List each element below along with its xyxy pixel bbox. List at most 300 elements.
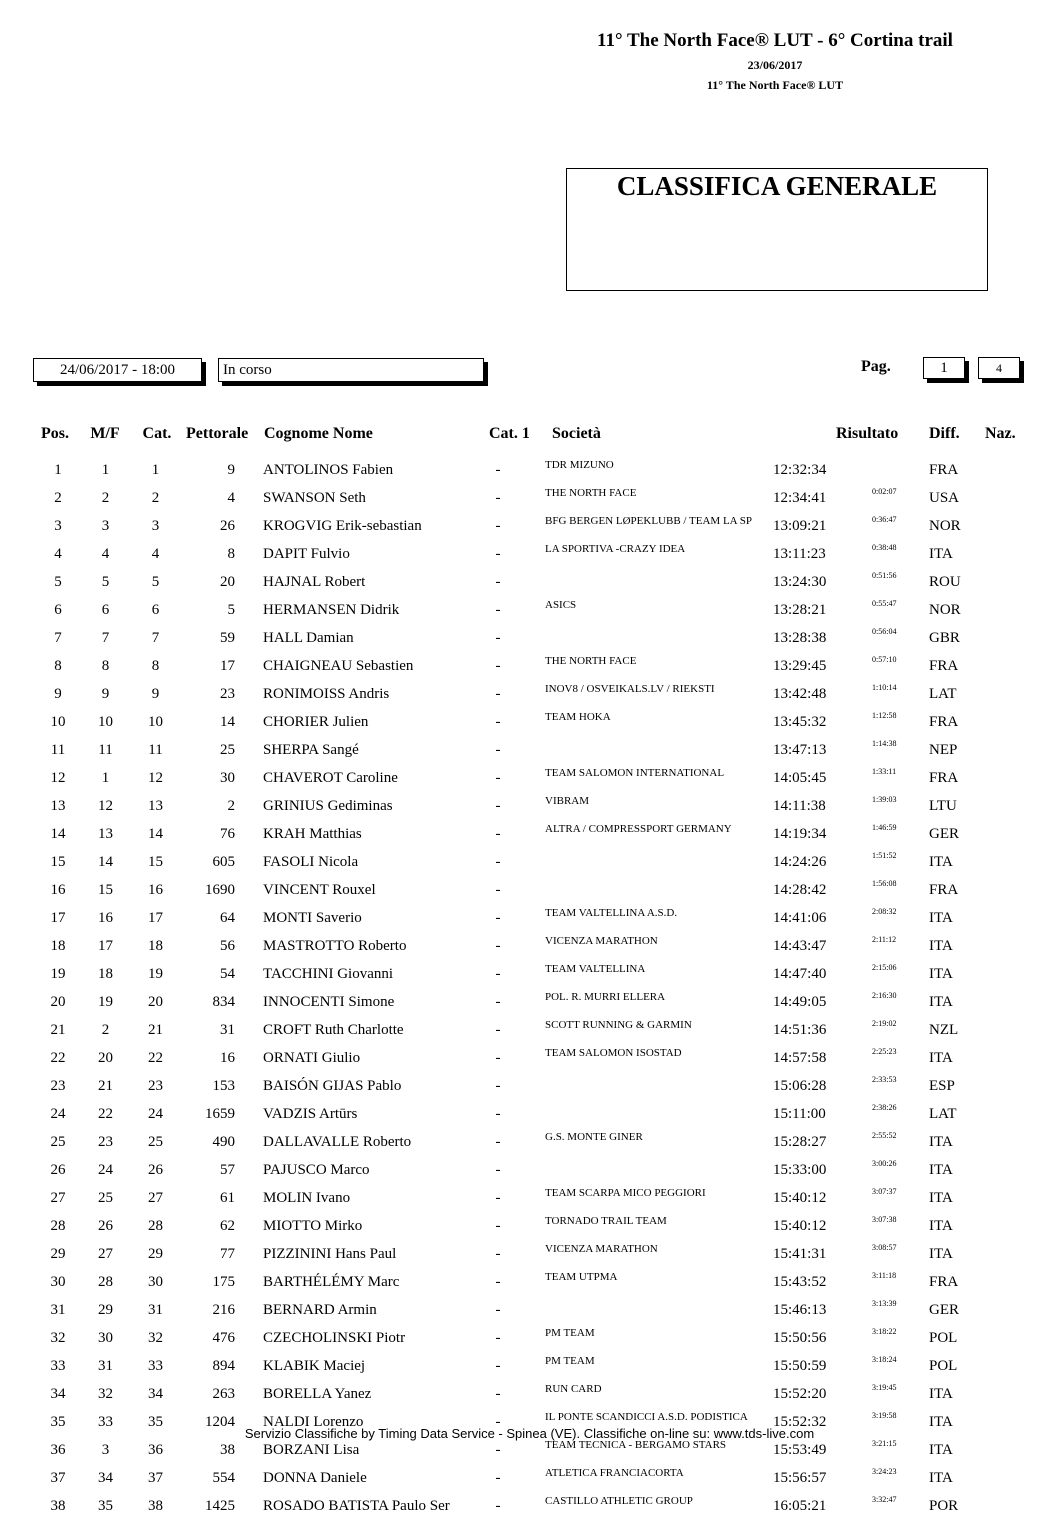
row-bib: 56 [220,937,235,954]
table-row [33,1156,1023,1184]
row-cat1: - [495,993,501,1010]
row-nat: FRA [929,1273,959,1290]
row-result: 14:51:36 [773,1021,827,1038]
row-result: 15:46:13 [773,1301,827,1318]
row-cat: 19 [148,965,163,982]
row-bib: 57 [220,1161,235,1178]
row-cat1: - [495,545,501,562]
row-diff: 1:39:03 [872,795,897,804]
header-diff: Diff. [929,425,960,442]
row-diff: 2:11:12 [872,935,897,944]
row-diff: 3:07:37 [872,1187,897,1196]
row-name: CROFT Ruth Charlotte [263,1021,404,1038]
row-nat: GBR [929,629,960,646]
row-cat: 22 [148,1049,163,1066]
row-result: 15:11:00 [773,1105,826,1122]
table-row [33,596,1023,624]
row-nat: ITA [929,965,953,982]
row-mf: 35 [98,1497,113,1514]
row-club: TEAM UTPMA [545,1271,618,1283]
row-name: MIOTTO Mirko [263,1217,363,1234]
row-nat: ITA [929,545,953,562]
row-diff: 1:56:08 [872,879,897,888]
row-nat: ITA [929,1469,953,1486]
row-cat: 38 [148,1497,163,1514]
row-cat: 30 [148,1273,163,1290]
row-cat: 26 [148,1161,163,1178]
row-pos: 15 [50,853,66,870]
row-mf: 1 [101,769,110,786]
table-row [33,708,1023,736]
row-mf: 8 [101,657,110,674]
row-diff: 1:51:52 [872,851,897,860]
row-nat: ITA [929,1385,953,1402]
row-cat1: - [495,1441,501,1458]
row-cat1: - [495,965,501,982]
row-cat1: - [495,1077,501,1094]
row-mf: 25 [98,1189,113,1206]
row-cat1: - [495,1245,501,1262]
row-club: VIBRAM [545,795,590,807]
row-bib: 1659 [205,1105,235,1122]
row-cat: 12 [148,769,163,786]
row-club: CASTILLO ATHLETIC GROUP [545,1495,693,1507]
row-nat: ITA [929,853,953,870]
row-cat: 27 [148,1189,163,1206]
row-result: 14:28:42 [773,881,827,898]
row-nat: ITA [929,1245,953,1262]
row-nat: FRA [929,461,959,478]
row-mf: 4 [101,545,110,562]
row-pos: 19 [50,965,66,982]
row-mf: 32 [98,1385,113,1402]
row-result: 15:33:00 [773,1161,827,1178]
row-cat1: - [495,461,501,478]
row-bib: 1690 [205,881,235,898]
row-result: 13:47:13 [773,741,827,758]
table-row [33,1296,1023,1324]
row-mf: 10 [98,713,113,730]
row-name: SHERPA Sangé [263,741,359,758]
header-risultato: Risultato [836,425,899,442]
row-result: 15:56:57 [773,1469,827,1486]
row-mf: 7 [101,629,110,646]
row-name: BERNARD Armin [263,1301,377,1318]
row-club: TEAM SCARPA MICO PEGGIORI [545,1187,706,1199]
row-pos: 2 [54,489,62,506]
row-mf: 5 [101,573,110,590]
row-cat1: - [495,1385,501,1402]
row-cat1: - [495,1217,501,1234]
row-name: VINCENT Rouxel [263,881,376,898]
row-name: CHAIGNEAU Sebastien [263,657,414,674]
row-name: RONIMOISS Andris [263,685,390,702]
row-cat: 17 [148,909,163,926]
row-nat: POL [929,1357,958,1374]
row-bib: 23 [220,685,235,702]
row-diff: 1:33:11 [872,767,897,776]
header-cat1: Cat. 1 [489,425,530,442]
row-name: ROSADO BATISTA Paulo Ser [263,1497,450,1514]
row-diff: 0:02:07 [872,487,897,496]
row-cat: 1 [151,461,160,478]
row-pos: 33 [50,1357,66,1374]
row-diff: 0:56:04 [872,627,897,636]
row-club: SCOTT RUNNING & GARMIN [545,1019,692,1031]
row-diff: 2:15:06 [872,963,897,972]
row-result: 13:28:21 [773,601,827,618]
page-label: Pag. [861,358,891,375]
row-diff: 1:12:58 [872,711,897,720]
results-table [33,456,1023,1520]
row-name: HAJNAL Robert [263,573,366,590]
row-mf: 11 [98,741,113,758]
row-diff [872,456,929,484]
row-result: 14:11:38 [773,797,826,814]
row-pos: 7 [54,629,62,646]
row-result: 14:49:05 [773,993,827,1010]
row-diff: 1:46:59 [872,823,897,832]
row-cat: 23 [148,1077,163,1094]
row-mf: 21 [98,1077,113,1094]
row-cat: 25 [148,1133,163,1150]
table-row [33,876,1023,904]
row-club: RUN CARD [545,1383,602,1395]
row-club: THE NORTH FACE [545,487,637,499]
row-bib: 2 [227,797,235,814]
row-cat1: - [495,1497,501,1514]
row-cat: 29 [148,1245,163,1262]
header-pettorale: Pettorale [186,425,249,442]
row-mf: 31 [98,1357,113,1374]
row-bib: 26 [220,517,235,534]
row-diff: 2:33:53 [872,1075,897,1084]
row-result: 13:42:48 [773,685,827,702]
row-nat: ITA [929,1413,953,1430]
row-nat: ITA [929,1189,953,1206]
row-nat: NZL [929,1021,959,1038]
row-name: DONNA Daniele [263,1469,367,1486]
row-diff: 2:16:30 [872,991,897,1000]
row-cat1: - [495,769,501,786]
row-name: ORNATI Giulio [263,1049,361,1066]
row-pos: 30 [50,1273,66,1290]
row-diff: 1:14:38 [872,739,897,748]
row-result: 15:50:59 [773,1357,827,1374]
event-date: 23/06/2017 [747,58,803,72]
row-cat: 14 [148,825,163,842]
row-bib: 54 [220,965,235,982]
row-nat: LAT [929,685,957,702]
row-pos: 20 [50,993,66,1010]
row-club [545,1296,773,1324]
row-name: GRINIUS Gediminas [263,797,393,814]
row-club [545,1072,773,1100]
row-pos: 24 [50,1105,66,1122]
row-club: TDR MIZUNO [545,459,614,471]
row-result: 14:43:47 [773,937,827,954]
row-cat: 28 [148,1217,163,1234]
row-diff: 3:24:23 [872,1467,897,1476]
row-club: INOV8 / OSVEIKALS.LV / RIEKSTI [545,683,715,695]
table-row [33,1016,1023,1044]
header-cat: Cat. [142,425,172,442]
row-result: 15:53:49 [773,1441,827,1458]
row-bib: 834 [212,993,235,1010]
table-row [33,820,1023,848]
row-cat1: - [495,1357,501,1374]
row-cat: 10 [148,713,163,730]
row-diff: 3:19:45 [872,1383,897,1392]
row-diff: 2:25:23 [872,1047,897,1056]
row-cat1: - [495,1189,501,1206]
row-name: FASOLI Nicola [263,853,359,870]
row-cat1: - [495,797,501,814]
page-number: 1 [923,357,965,379]
row-nat: NOR [929,517,961,534]
row-name: MONTI Saverio [263,909,362,926]
row-pos: 35 [50,1413,66,1430]
row-cat1: - [495,825,501,842]
row-club: VICENZA MARATHON [545,935,658,947]
table-row [33,960,1023,988]
table-row [33,1044,1023,1072]
row-bib: 554 [212,1469,235,1486]
table-row [33,932,1023,960]
row-pos: 29 [50,1245,66,1262]
row-cat1: - [495,1105,501,1122]
row-pos: 9 [54,685,62,702]
row-mf: 9 [101,685,110,702]
row-club: TEAM VALTELLINA A.S.D. [545,907,678,919]
row-bib: 76 [220,825,235,842]
row-bib: 175 [212,1273,235,1290]
row-cat1: - [495,573,501,590]
table-row [33,1072,1023,1100]
event-title: 11° The North Face® LUT - 6° Cortina trail [597,30,953,51]
row-mf: 28 [98,1273,113,1290]
row-bib: 8 [227,545,235,562]
row-diff: 3:08:57 [872,1243,897,1252]
row-result: 15:40:12 [773,1217,827,1234]
row-club [545,1100,773,1128]
row-bib: 62 [220,1217,235,1234]
row-bib: 30 [220,769,235,786]
row-club [545,848,773,876]
row-club [545,736,773,764]
row-name: PAJUSCO Marco [263,1161,370,1178]
table-row [33,1380,1023,1408]
row-mf: 2 [101,489,110,506]
row-club: TEAM SALOMON ISOSTAD [545,1047,682,1059]
row-mf: 26 [98,1217,113,1234]
row-name: KROGVIG Erik-sebastian [263,517,422,534]
classification-title: CLASSIFICA GENERALE [616,171,938,201]
row-cat1: - [495,601,501,618]
row-club [545,1156,773,1184]
row-diff: 3:18:24 [872,1355,897,1364]
row-club: PM TEAM [545,1355,595,1367]
row-nat: POR [929,1497,959,1514]
table-row [33,1184,1023,1212]
row-result: 12:34:41 [773,489,827,506]
table-row [33,988,1023,1016]
row-result: 14:19:34 [773,825,827,842]
row-cat1: - [495,881,501,898]
row-bib: 31 [220,1021,235,1038]
table-row [33,1464,1023,1492]
row-cat: 16 [148,881,163,898]
table-row [33,652,1023,680]
row-nat: ESP [929,1077,955,1094]
total-pages: 4 [978,357,1020,379]
row-result: 15:40:12 [773,1189,827,1206]
row-result: 14:05:45 [773,769,827,786]
row-pos: 26 [50,1161,66,1178]
table-row [33,456,1023,484]
row-pos: 37 [50,1469,66,1486]
row-diff: 2:38:26 [872,1103,897,1112]
table-row [33,1212,1023,1240]
classification-box [566,168,988,291]
header-naz: Naz. [985,425,1016,442]
table-row [33,568,1023,596]
table-row [33,1128,1023,1156]
row-pos: 14 [50,825,66,842]
row-pos: 17 [50,909,66,926]
row-result: 13:45:32 [773,713,827,730]
table-row [33,1100,1023,1128]
row-diff: 3:19:58 [872,1411,897,1420]
row-bib: 1425 [205,1497,235,1514]
row-diff: 0:51:56 [872,571,897,580]
row-diff: 3:32:47 [872,1495,897,1504]
row-diff: 0:38:48 [872,543,897,552]
row-result: 14:57:58 [773,1049,827,1066]
row-cat: 32 [148,1329,163,1346]
row-club: ATLETICA FRANCIACORTA [545,1467,684,1479]
row-mf: 6 [101,601,110,618]
row-cat: 35 [148,1413,163,1430]
row-bib: 59 [220,629,235,646]
row-cat1: - [495,1469,501,1486]
row-club: TEAM SALOMON INTERNATIONAL [545,767,725,779]
row-pos: 21 [50,1021,66,1038]
row-bib: 38 [220,1441,235,1458]
table-row [33,848,1023,876]
row-bib: 216 [212,1301,235,1318]
status-box: In corso [218,358,484,382]
row-club: IL PONTE SCANDICCI A.S.D. PODISTICA [545,1411,748,1423]
row-cat1: - [495,1301,501,1318]
row-nat: NEP [929,741,958,758]
row-mf: 34 [98,1469,113,1486]
row-mf: 2 [101,1021,110,1038]
header-mf: M/F [90,425,120,442]
row-bib: 16 [220,1049,235,1066]
row-bib: 77 [220,1245,235,1262]
row-club: ASICS [545,599,577,611]
row-cat: 21 [148,1021,163,1038]
row-diff: 0:57:10 [872,655,897,664]
row-diff: 0:55:47 [872,599,897,608]
row-pos: 38 [50,1497,66,1514]
row-nat: ROU [929,573,961,590]
row-name: MASTROTTO Roberto [263,937,407,954]
row-result: 15:50:56 [773,1329,827,1346]
row-pos: 22 [50,1049,66,1066]
row-result: 15:41:31 [773,1245,827,1262]
row-mf: 30 [98,1329,113,1346]
row-pos: 11 [50,741,66,758]
row-cat1: - [495,1161,501,1178]
row-mf: 12 [98,797,113,814]
row-cat: 31 [148,1301,163,1318]
row-mf: 22 [98,1105,113,1122]
footer: Servizio Classifiche by Timing Data Service - Spinea (VE). Classifiche on-line su: www.tds-live.com [244,1426,815,1441]
row-result: 13:11:23 [773,545,826,562]
row-nat: GER [929,825,959,842]
row-mf: 18 [98,965,113,982]
table-row [33,764,1023,792]
row-bib: 476 [212,1329,235,1346]
row-bib: 605 [212,853,235,870]
row-bib: 17 [220,657,235,674]
row-bib: 490 [212,1133,235,1150]
table-row [33,1352,1023,1380]
table-row [33,736,1023,764]
row-club: TORNADO TRAIL TEAM [545,1215,667,1227]
row-pos: 28 [50,1217,66,1234]
row-mf: 3 [101,1441,110,1458]
row-club: TEAM TECNICA - BERGAMO STARS [545,1439,727,1451]
row-pos: 4 [54,545,62,562]
row-diff: 3:07:38 [872,1215,897,1224]
row-result: 13:28:38 [773,629,827,646]
row-nat: FRA [929,713,959,730]
row-cat: 37 [148,1469,163,1486]
row-bib: 1204 [205,1413,235,1430]
row-cat: 8 [151,657,160,674]
row-club: THE NORTH FACE [545,655,637,667]
row-pos: 16 [50,881,66,898]
row-cat: 33 [148,1357,163,1374]
row-pos: 6 [54,601,62,618]
row-name: BORELLA Yanez [263,1385,372,1402]
row-mf: 14 [98,853,113,870]
row-bib: 14 [220,713,235,730]
row-cat1: - [495,1021,501,1038]
row-bib: 5 [227,601,235,618]
row-club: G.S. MONTE GINER [545,1131,643,1143]
row-pos: 27 [50,1189,66,1206]
row-name: NALDI Lorenzo [263,1413,364,1430]
row-result: 14:47:40 [773,965,827,982]
row-nat: GER [929,1301,959,1318]
table-row [33,1240,1023,1268]
header-name: Cognome Nome [264,425,373,442]
row-cat1: - [495,657,501,674]
row-cat1: - [495,1413,501,1430]
row-cat1: - [495,909,501,926]
row-name: HALL Damian [263,629,354,646]
row-pos: 34 [50,1385,66,1402]
row-cat1: - [495,1049,501,1066]
row-club [545,624,773,652]
row-mf: 15 [98,881,113,898]
row-cat: 2 [151,489,160,506]
row-nat: FRA [929,881,959,898]
